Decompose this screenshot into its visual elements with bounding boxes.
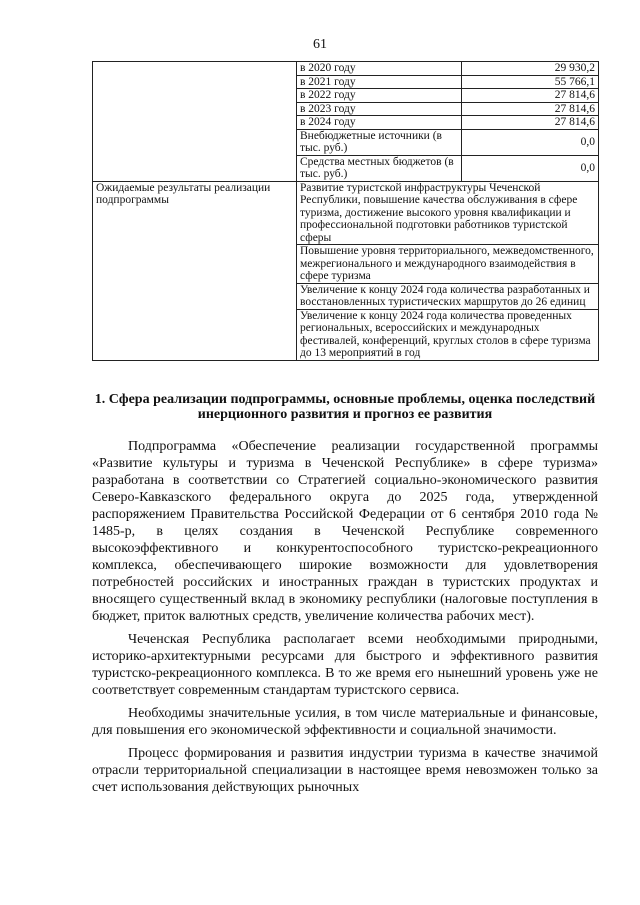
result-item: Повышение уровня территориального, межведомственного, межрегионального и международного взаимодействия в сфере туризма: [297, 245, 599, 284]
year-value: 29 930,2: [462, 62, 599, 76]
year-value: 55 766,1: [462, 75, 599, 89]
source-value: 0,0: [462, 129, 599, 155]
results-label: Ожидаемые результаты реализации подпрограммы: [93, 181, 297, 360]
paragraph: Необходимы значительные усилия, в том числе материальные и финансовые, для повышения его экономической эффективности и социальной значимости.: [92, 706, 598, 738]
year-value: 27 814,6: [462, 102, 599, 116]
table-row: [93, 181, 599, 245]
result-item: Развитие туристской инфраструктуры Чеченской Республики, повышение качества обслуживания в сфере туризма, достижение высокого уровня квалификации и профессиональной подготовки работников туристской сферы: [297, 181, 599, 245]
body-text: [92, 438, 598, 802]
result-item: Увеличение к концу 2024 года количества проведенных региональных, всероссийских и международных фестивалей, конференций, круглых столов в сфере туризма до 13 мероприятий в год: [297, 309, 599, 360]
page-number: 61: [313, 37, 327, 52]
empty-cell: [93, 62, 297, 182]
year-label: в 2020 году: [297, 62, 462, 76]
year-label: в 2024 году: [297, 116, 462, 130]
paragraph: Процесс формирования и развития индустрии туризма в качестве значимой отрасли территориальной специализации в настоящее время невозможен только за счет использования действующих рыночных: [92, 746, 598, 795]
result-item: Увеличение к концу 2024 года количества разработанных и восстановленных туристических маршрутов до 26 единиц: [297, 283, 599, 309]
source-value: 0,0: [462, 155, 599, 181]
source-label: Внебюджетные источники (в тыс. руб.): [297, 129, 462, 155]
year-label: в 2023 году: [297, 102, 462, 116]
paragraph: Чеченская Республика располагает всеми необходимыми природными, историко-архитектурными ресурсами для быстрого и эффективного развития туристско-рекреационного комплекса. В то же время его нынешний уровень уже не соответствует современным стандартам туристского сервиса.: [92, 632, 598, 698]
section-heading: 1. Сфера реализации подпрограммы, основные проблемы, оценка последствий инерционного развития и прогноз ее развития: [94, 392, 596, 422]
year-label: в 2021 году: [297, 75, 462, 89]
subprogram-passport-table: [92, 61, 599, 361]
source-label: Средства местных бюджетов (в тыс. руб.): [297, 155, 462, 181]
table-row: [93, 62, 599, 76]
year-value: 27 814,6: [462, 89, 599, 103]
year-value: 27 814,6: [462, 116, 599, 130]
paragraph: Подпрограмма «Обеспечение реализации государственной программы «Развитие культуры и туризма в Чеченской Республике» в сфере туризма» разработана в соответствии со Стратегией социально-экономического развития Северо-Кавказского федерального округа до 2025 года, утвержденной распоряжением Правительства Российской Федерации от 6 сентября 2010 года № 1485-р, в целях создания в Чеченской Республике современного высокоэффективного и конкурентоспособного туристско-рекреационного комплекса, обеспечивающего широкие возможности для удовлетворения потребностей российских и иностранных граждан в туристских продуктах и вносящего существенный вклад в экономику республики (налоговые поступления в бюджет, приток валютных средств, увеличение количества рабочих мест).: [92, 439, 598, 624]
year-label: в 2022 году: [297, 89, 462, 103]
